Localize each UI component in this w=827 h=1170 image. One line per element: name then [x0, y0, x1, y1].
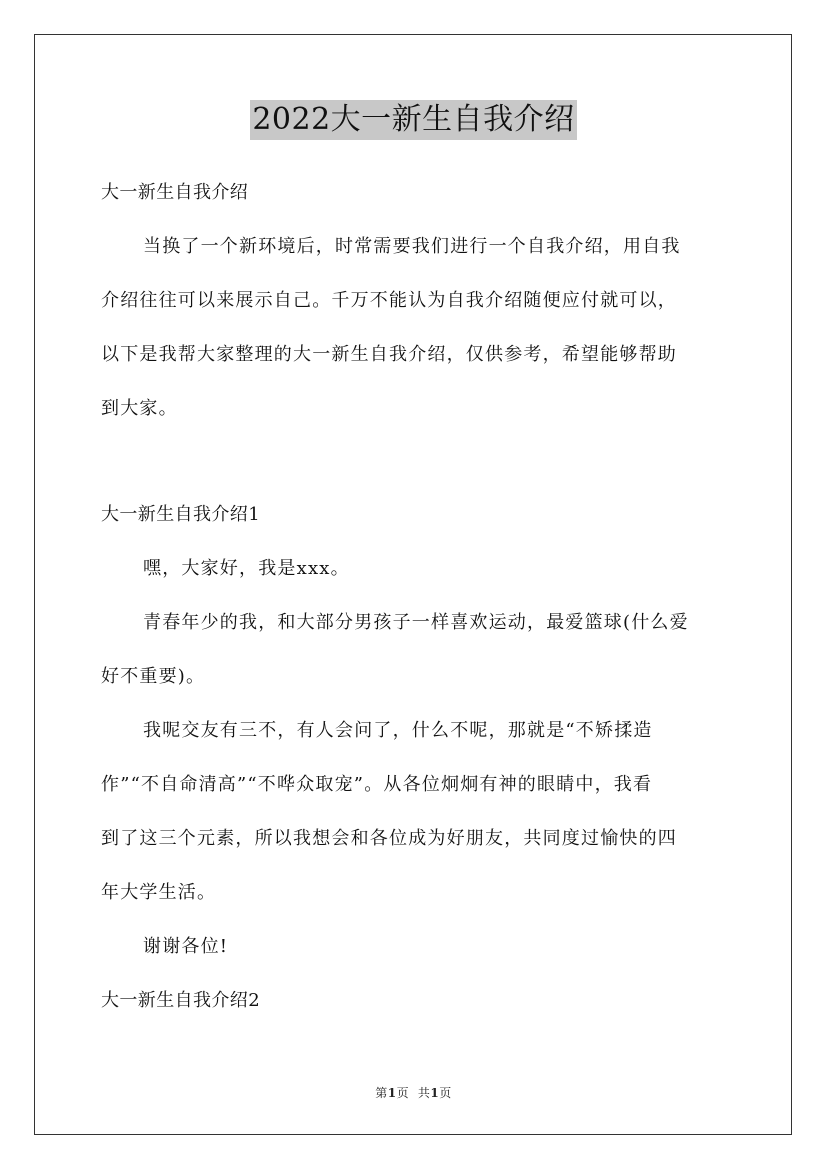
section1-line: 年大学生活。 — [101, 882, 217, 903]
section1-line: 谢谢各位! — [143, 936, 229, 957]
section1-heading: 大一新生自我介绍1 — [101, 504, 261, 525]
intro-line: 到大家。 — [101, 398, 178, 419]
page-label-prefix: 第 — [375, 1086, 388, 1100]
page-label-suffix: 页 — [396, 1086, 410, 1100]
section1-line: 青春年少的我，和大部分男孩子一样喜欢运动，最爱篮球(什么爱 — [143, 612, 689, 633]
section1-line: 我呢交友有三不，有人会问了，什么不呢，那就是“不矫揉造 — [143, 720, 653, 741]
section1-line: 到了这三个元素，所以我想会和各位成为好朋友，共同度过愉快的四 — [101, 828, 677, 849]
title-container — [0, 100, 827, 140]
total-label-prefix: 共 — [417, 1086, 431, 1100]
intro-line: 以下是我帮大家整理的大一新生自我介绍，仅供参考，希望能够帮助 — [101, 344, 677, 365]
intro-line: 介绍往往可以来展示自己。千万不能认为自我介绍随便应付就可以， — [101, 290, 677, 311]
section1-line: 嘿，大家好，我是xxx。 — [143, 558, 350, 579]
page-number: 1 — [387, 1086, 397, 1100]
document-title: 2022大一新生自我介绍 — [250, 100, 576, 140]
section2-heading: 大一新生自我介绍2 — [101, 990, 261, 1011]
section1-line: 作”“不自命清高”“不哗众取宠”。从各位炯炯有神的眼睛中，我看 — [101, 774, 653, 795]
total-label-suffix: 页 — [439, 1086, 452, 1100]
total-pages: 1 — [430, 1086, 440, 1100]
page-footer — [0, 1084, 827, 1101]
paragraph-gap — [101, 440, 727, 492]
intro-heading: 大一新生自我介绍 — [101, 182, 249, 203]
document-body — [101, 170, 727, 1032]
section1-line: 好不重要)。 — [101, 666, 206, 687]
intro-line: 当换了一个新环境后，时常需要我们进行一个自我介绍，用自我 — [143, 236, 681, 257]
